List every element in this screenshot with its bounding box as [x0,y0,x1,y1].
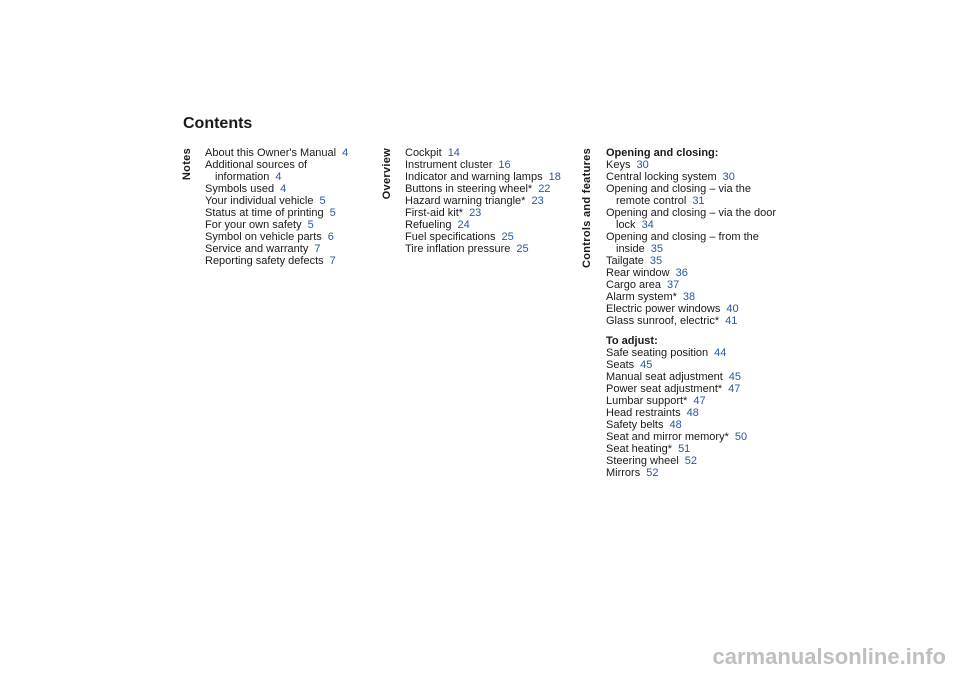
toc-page-number[interactable]: 40 [726,303,739,315]
toc-page-number[interactable]: 45 [640,359,653,371]
toc-entry[interactable] [405,207,575,219]
toc-page-number[interactable]: 25 [501,231,514,243]
toc-column-notes [205,147,375,267]
toc-entry[interactable] [606,443,776,455]
toc-page-number[interactable]: 22 [538,183,551,195]
toc-entry-text: About this Owner's Manual [205,147,337,159]
toc-entry[interactable] [606,183,776,207]
toc-entry[interactable] [205,195,375,207]
toc-entry-text: Symbols used [205,183,275,195]
toc-entry[interactable] [405,159,575,171]
toc-entry-text: Opening and closing – from the inside [606,231,759,255]
toc-page-number[interactable]: 38 [682,291,696,303]
toc-page-number[interactable]: 41 [725,315,738,327]
toc-entry[interactable] [606,315,776,327]
toc-entry-text: Opening and closing – via the remote control [606,183,751,207]
toc-entry[interactable] [606,279,776,291]
toc-entry[interactable] [606,159,776,171]
toc-entry[interactable] [205,183,375,195]
toc-entry[interactable] [606,291,776,303]
toc-entry[interactable] [606,467,776,479]
toc-page-number[interactable]: 50 [734,431,748,443]
toc-page-number[interactable]: 7 [314,243,321,255]
toc-entry[interactable] [606,455,776,467]
section-label-overview: Overview [381,148,393,200]
toc-entry-text: Rear window [606,267,670,279]
toc-entry[interactable] [606,267,776,279]
toc-entry[interactable] [606,383,776,395]
toc-entry[interactable] [205,207,375,219]
toc-entry-text: Cockpit [405,147,442,159]
toc-page-number[interactable]: 6 [327,231,334,243]
toc-entry[interactable] [205,147,375,159]
toc-entry[interactable] [205,231,375,243]
toc-page-number[interactable]: 37 [667,279,680,291]
toc-entry-text: Safety belts [606,419,664,431]
toc-entry[interactable] [606,171,776,183]
toc-page-number[interactable]: 52 [684,455,698,467]
toc-entry-text: Tire inflation pressure [405,243,511,255]
toc-entry[interactable] [606,347,776,359]
toc-page-number[interactable]: 5 [329,207,336,219]
toc-entry-text: Power seat adjustment* [606,383,723,395]
toc-page-number[interactable]: 44 [714,347,727,359]
toc-entry[interactable] [405,183,575,195]
toc-page-number[interactable]: 35 [650,243,663,255]
toc-entry-text: Steering wheel [606,455,679,467]
toc-page-number[interactable]: 4 [275,171,282,183]
toc-page-number[interactable]: 16 [498,159,511,171]
toc-entry-text: Cargo area [606,279,662,291]
toc-entry-text: Your individual vehicle [205,195,314,207]
toc-entry-text: Keys [606,159,631,171]
toc-page-number[interactable]: 30 [636,159,649,171]
toc-entry[interactable] [405,219,575,231]
toc-entry-text: Opening and closing – via the door lock [606,207,777,231]
toc-entry-text: Service and warranty [205,243,309,255]
toc-entry[interactable] [606,395,776,407]
toc-entry[interactable] [606,231,776,255]
toc-entry-text: Symbol on vehicle parts [205,231,322,243]
toc-page-number[interactable]: 5 [319,195,326,207]
toc-entry-text: Reporting safety defects [205,255,324,267]
toc-entry-text: Refueling [405,219,452,231]
toc-group-heading: To adjust: [606,335,658,347]
toc-entry-text: Electric power windows [606,303,721,315]
toc-entry-text: For your own safety [205,219,302,231]
watermark: carmanualsonline.info [712,644,946,669]
toc-entry-text: Central locking system [606,171,717,183]
toc-entry-text: Glass sunroof, electric* [606,315,720,327]
toc-entry[interactable] [405,231,575,243]
toc-page-number[interactable]: 36 [675,267,688,279]
toc-entry[interactable] [606,207,776,231]
toc-entry-text: Additional sources of information [205,159,308,183]
toc-entry[interactable] [606,255,776,267]
toc-column-controls [606,147,776,479]
toc-page-number[interactable]: 52 [646,467,659,479]
toc-page-number[interactable]: 5 [307,219,314,231]
toc-entry-text: Buttons in steering wheel* [405,183,533,195]
toc-page-number[interactable]: 51 [678,443,691,455]
toc-group-heading: Opening and closing: [606,147,719,159]
toc-entry-text: Instrument cluster [405,159,493,171]
toc-page-number[interactable]: 30 [722,171,735,183]
toc-entry[interactable] [606,359,776,371]
toc-entry-text: Lumbar support* [606,395,688,407]
toc-page-number[interactable]: 23 [531,195,544,207]
toc-entry-text: Seats [606,359,635,371]
toc-entry-text: Hazard warning triangle* [405,195,526,207]
toc-entry-text: Manual seat adjustment [606,371,723,383]
toc-page-number[interactable]: 31 [692,195,705,207]
toc-entry[interactable] [606,431,776,443]
toc-page-number[interactable]: 4 [342,147,349,159]
toc-page-number[interactable]: 34 [641,219,654,231]
toc-entry[interactable] [205,219,375,231]
toc-page-number[interactable]: 47 [693,395,706,407]
toc-entry-text: Alarm system* [606,291,677,303]
toc-page-number[interactable]: 24 [457,219,470,231]
toc-entry[interactable] [205,255,375,267]
toc-entry-text: Seat heating* [606,443,673,455]
toc-page-number[interactable]: 48 [669,419,682,431]
toc-entry-text: First-aid kit* [405,207,464,219]
toc-column-overview [405,147,575,255]
toc-page-number[interactable]: 48 [686,407,699,419]
toc-entry-text: Indicator and warning lamps [405,171,543,183]
toc-page-number[interactable]: 18 [548,171,561,183]
toc-entry[interactable] [205,243,375,255]
toc-entry[interactable] [405,147,575,159]
toc-entry-text: Seat and mirror memory* [606,431,729,443]
section-label-controls: Controls and features [581,148,593,268]
toc-page-number[interactable]: 35 [649,255,663,267]
toc-entry-text: Fuel specifications [405,231,496,243]
toc-entry[interactable] [606,407,776,419]
toc-entry-text: Mirrors [606,467,641,479]
toc-page-number[interactable]: 45 [728,371,742,383]
section-label-notes: Notes [181,148,193,181]
toc-page-number[interactable]: 47 [728,383,741,395]
toc-entry-text: Status at time of printing [205,207,324,219]
toc-page-number[interactable]: 7 [329,255,336,267]
toc-entry[interactable] [405,195,575,207]
toc-page-number[interactable]: 25 [516,243,529,255]
group-spacer [606,327,776,335]
toc-entry-text: Tailgate [606,255,644,267]
toc-entry[interactable] [205,159,375,183]
toc-entry[interactable] [405,171,575,183]
page-title: Contents [183,115,253,132]
toc-entry[interactable] [606,303,776,315]
toc-entry-text: Safe seating position [606,347,709,359]
toc-page-number[interactable]: 23 [469,207,482,219]
toc-page-number[interactable]: 4 [280,183,287,195]
toc-entry[interactable] [405,243,575,255]
toc-entry[interactable] [606,419,776,431]
toc-page-number[interactable]: 14 [447,147,460,159]
toc-entry[interactable] [606,371,776,383]
toc-entry-text: Head restraints [606,407,681,419]
